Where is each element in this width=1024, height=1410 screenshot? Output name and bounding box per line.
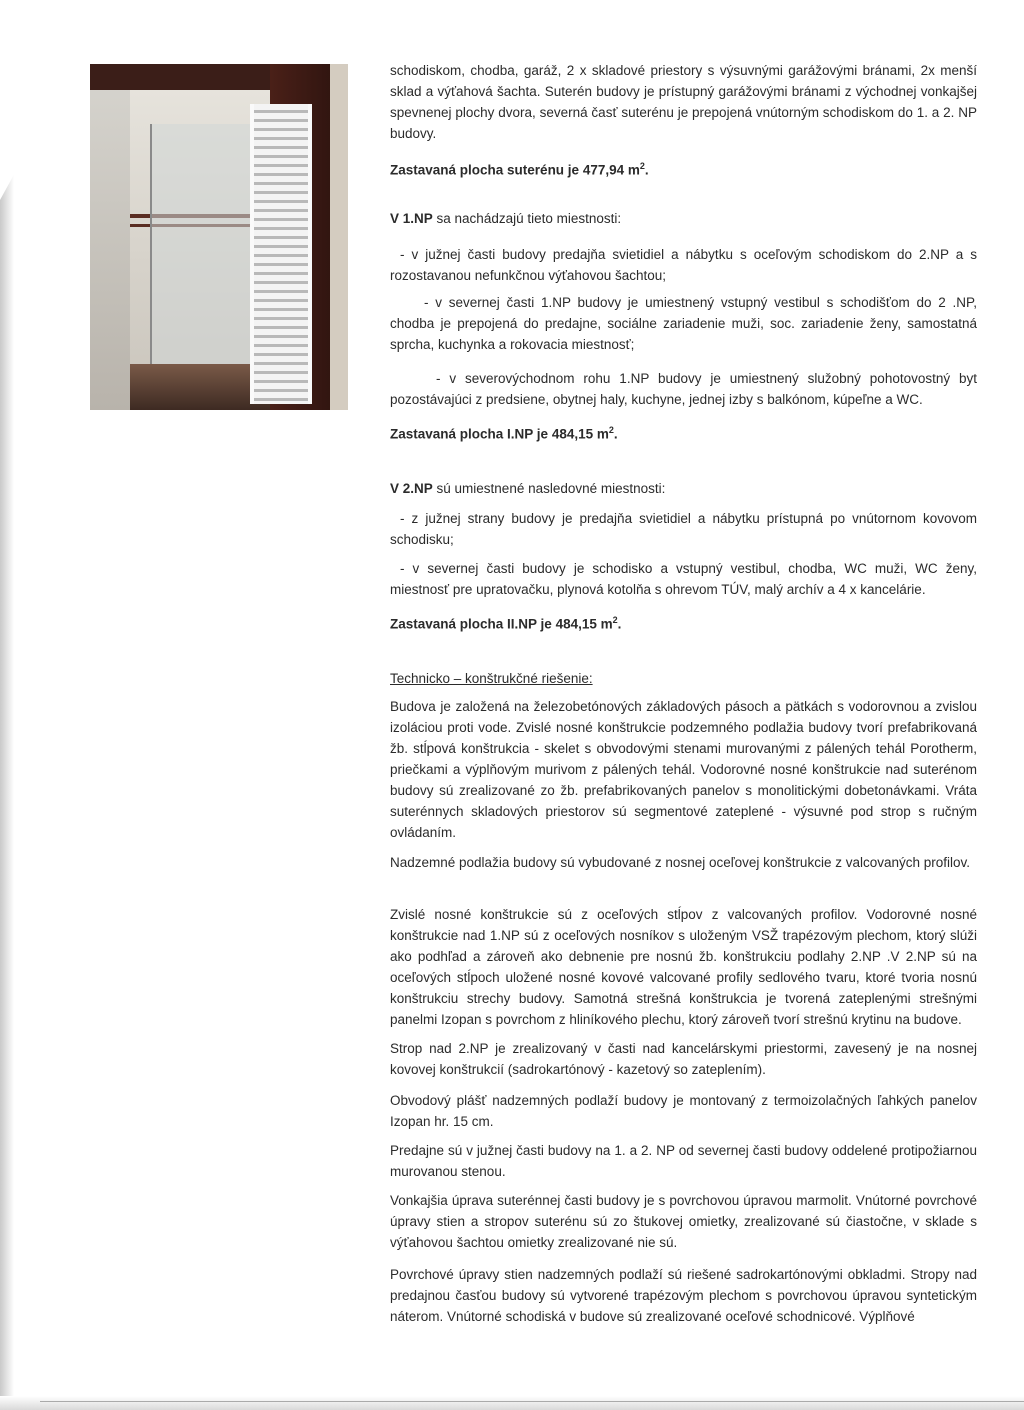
towel-radiator <box>250 104 312 404</box>
technical-paragraph-7: Vonkajšia úprava suterénnej časti budovy je s povrchovou úpravou marmolit. Vnútorné povrchové úpravy stien a stropov suterénu sú zo štukovej omietky, zrealizované sú čiastočne, v sklade s výťahovou šachtou omietky zrealizované nie sú. <box>390 1193 977 1250</box>
np1-item-3: - v severovýchodnom rohu 1.NP budovy je umiestnený služobný pohotovostný byt pozostávajúci z predsiene, obytnej haly, kuchyne, jednej izby s balkónom, kúpeľne a WC. <box>390 371 977 407</box>
np2-heading: V 2.NP sú umiestnené nasledovné miestnosti: <box>390 481 666 496</box>
bathroom-photo <box>90 64 348 410</box>
technical-heading: Technicko – konštrukčné riešenie: <box>390 671 593 686</box>
np2-item-2: - v severnej časti budovy je schodisko a vstupný vestibul, chodba, WC muži, WC ženy, miestnosť pre upratovačku, plynová kotolňa s ohrevom TÚV, malý archív a 4 x kancelárie. <box>390 561 977 597</box>
technical-paragraph-4: Strop nad 2.NP je zrealizovaný v časti nad kancelárskymi priestormi, zavesený je na nosnej kovovej konštrukcií (sadrokartónový - kazetový so zateplením). <box>390 1041 977 1077</box>
scan-bottom-edge <box>0 1396 1024 1410</box>
technical-paragraph-3: Zvislé nosné konštrukcie sú z oceľových stĺpov z valcovaných profilov. Vodorovné nosné konštrukcie nad 1.NP sú z oceľových nosníkov s uloženým VSŽ trapézovým plechom, ktorý slúži ako podhľad a zároveň ako debnenie pre nosnú žb. konštrukciu podlahy 2.NP .V 2.NP sú na oceľových stĺpoch uložené nosné kovové valcované profily sedlového tvaru, ktoré tvoria nosnú konštrukciu strechy budovy. Samotná strešná konštrukcia je tvorená zateplenými strešnými panelmi Izopan s povrchom z hliníkového plechu, ktorý zároveň tvorí strešnú krytinu na budove. <box>390 907 977 1027</box>
np1-item-2: - v severnej časti 1.NP budovy je umiestnený vstupný vestibul s schodišťom do 2 .NP, chodba je prepojená do predajne, sociálne zariadenie muži, soc. zariadenie ženy, samostatná sprcha, kuchynka a rokovacia miestnosť; <box>390 295 977 352</box>
shower-glass <box>150 124 262 404</box>
scan-bottom-line <box>40 1401 1024 1402</box>
np2-area: Zastavaná plocha II.NP je 484,15 $m^2$. <box>390 615 622 632</box>
technical-paragraph-1: Budova je založená na železobetónových základových pásoch a pätkách s vodorovnou a zvislou izoláciou proti vode. Zvislé nosné konštrukcie podzemného podlažia budovy tvorí prefabrikovaná žb. stĺpová konštrukcia - skelet s obvodovými stenami murovanými z pálených tehál Porotherm, priečkami a výplňovým murivom z pálených tehál. Vodorovné nosné konštrukcie nad suterénom budovy sú zrealizované zo žb. prefabrikovaných panelov s monolitickými dobetonávkami. Vráta suterénnych skladových priestorov sú segmentové zateplené - výsuvné pod strop s ručným ovládaním. <box>390 699 977 840</box>
intro-paragraph: schodiskom, chodba, garáž, 2 x skladové priestory s výsuvnými garážovými bránami, 2x menší sklad a výťahová šachta. Suterén budovy je prístupný garážovými bránami z východnej vonkajšej spevnenej plochy dvora, severná časť suterénu je prepojená vnútorným schodiskom do 1. a 2. NP budovy. <box>390 63 977 141</box>
technical-paragraph-6: Predajne sú v južnej časti budovy na 1. a 2. NP od severnej časti budovy oddelené protipožiarnou murovanou stenou. <box>390 1143 977 1179</box>
np1-area: Zastavaná plocha I.NP je 484,15 $m^2$. <box>390 425 618 442</box>
suteren-area: Zastavaná plocha suterénu je 477,94 $m^2$. <box>390 161 649 178</box>
np1-item-1: - v južnej časti budovy predajňa svietidiel a nábytku s oceľovým schodiskom do 2.NP a s rozostavanou nefunkčnou výťahovou šachtou; <box>390 247 977 283</box>
technical-paragraph-5: Obvodový plášť nadzemných podlaží budovy je montovaný z termoizolačných ľahkých panelov Izopan hr. 15 cm. <box>390 1093 977 1129</box>
technical-paragraph-8: Povrchové úpravy stien nadzemných podlaží sú riešené sadrokartónovými obkladmi. Stropy nad predajnou časťou budovy sú vytvorené trapézovým plechom s povrchovou úpravou syntetickým náterom. Vnútorné schodiská v budove sú zrealizované oceľové schodnicové. Výplňové <box>390 1267 977 1324</box>
np1-heading: V 1.NP sa nachádzajú tieto miestnosti: <box>390 211 622 226</box>
np2-item-1: - z južnej strany budovy je predajňa svietidiel a nábytku prístupná po vnútornom kovovom schodisku; <box>390 511 977 547</box>
technical-paragraph-2: Nadzemné podlažia budovy sú vybudované z nosnej oceľovej konštrukcie z valcovaných profilov. <box>390 855 971 870</box>
scan-left-edge <box>0 0 14 1410</box>
